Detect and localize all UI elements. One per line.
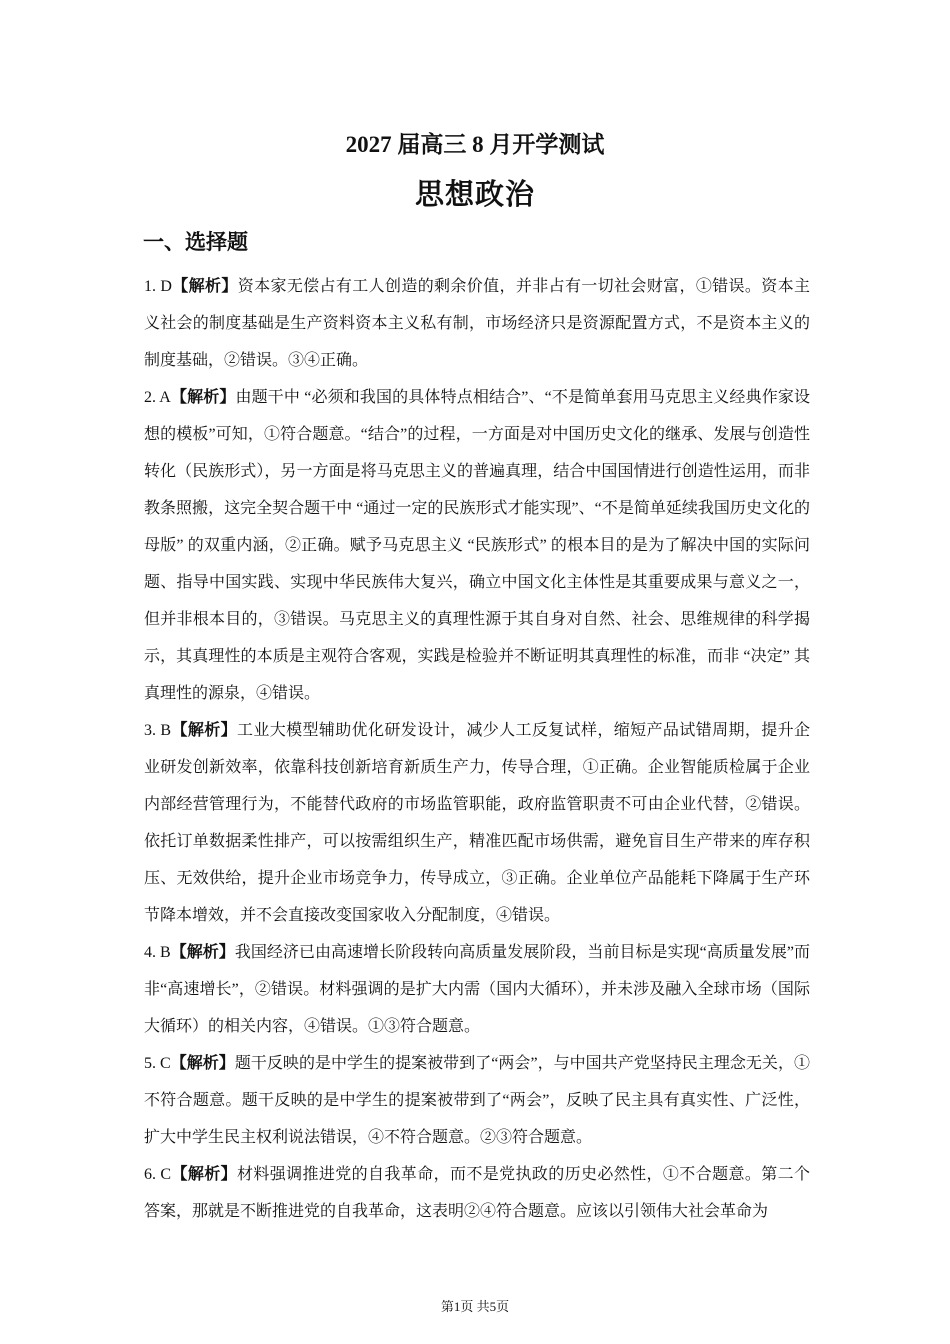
answer-number: 1. D (144, 278, 172, 295)
analysis-tag: 【解析】 (171, 278, 238, 295)
answer-list (144, 268, 810, 1230)
answer-text: 资本家无偿占有工人创造的剩余价值，并非占有一切社会财富，①错误。资本主义社会的制度基础是生产资料资本主义私有制，市场经济只是资源配置方式，不是资本主义的制度基础，②错误。③④正确。 (144, 278, 810, 369)
answer-text: 我国经济已由高速增长阶段转向高质量发展阶段，当前目标是实现“高质量发展”而非“高速增长”，②错误。材料强调的是扩大内需（国内大循环），并未涉及融入全球市场（国际大循环）的相关内容，④错误。①③符合题意。 (144, 944, 810, 1035)
answer-text: 工业大模型辅助优化研发设计，减少人工反复试样，缩短产品试错周期，提升企业研发创新效率，依靠科技创新培育新质生产力，传导合理，①正确。企业智能质检属于企业内部经营管理行为，不能替代政府的市场监管职能，政府监管职责不可由企业代替，②错误。依托订单数据柔性排产，可以按需组织生产，精准匹配市场供需，避免盲目生产带来的库存积压、无效供给，提升企业市场竞争力，传导成立，③正确。企业单位产品能耗下降属于生产环节降本增效，并不会直接改变国家收入分配制度，④错误。 (144, 722, 810, 924)
analysis-tag: 【解析】 (171, 722, 237, 739)
answer-number: 5. C (144, 1055, 171, 1072)
answer-item-1 (144, 268, 810, 379)
answer-text: 由题干中 “必须和我国的具体特点相结合”、“不是简单套用马克思主义经典作家设想的模板”可知，①符合题意。“结合”的过程，一方面是对中国历史文化的继承、发展与创造性转化（民族形式），另一方面是将马克思主义的普遍真理，结合中国国情进行创造性运用，而非教条照搬，这完全契合题干中 “通过一定的民族形式才能实现”、“不是简单延续我国历史文化的母版” 的双重内涵，②正确。赋予马克思主义 “民族形式” 的根本目的是为了解决中国的实际问题、指导中国实践、实现中华民族伟大复兴，确立中国文化主体性是其重要成果与意义之一，但并非根本目的，③错误。马克思主义的真理性源于其自身对自然、社会、思维规律的科学揭示，其真理性的本质是主观符合客观，实践是检验并不断证明其真理性的标准，而非 “决定” 其真理性的源泉，④错误。 (144, 389, 810, 702)
exam-title: 2027 届高三 8 月开学测试 (345, 132, 605, 157)
answer-text: 材料强调推进党的自我革命，而不是党执政的历史必然性，①不合题意。第二个答案，那就是不断推进党的自我革命，这表明②④符合题意。应该以引领伟大社会革命为 (144, 1166, 810, 1220)
answer-number: 2. A (144, 389, 171, 406)
analysis-tag: 【解析】 (170, 1055, 235, 1072)
page-number: 第1页 共5页 (440, 1299, 510, 1314)
answer-item-2 (144, 379, 810, 712)
answer-number: 3. B (144, 722, 172, 739)
answer-text: 题干反映的是中学生的提案被带到了“两会”，与中国共产党坚持民主理念无关，①不符合题意。题干反映的是中学生的提案被带到了“两会”，反映了民主具有真实性、广泛性，扩大中学生民主权利说法错误，④不符合题意。②③符合题意。 (144, 1055, 810, 1146)
analysis-tag: 【解析】 (170, 944, 235, 961)
analysis-tag: 【解析】 (170, 389, 236, 406)
answer-item-6 (144, 1156, 810, 1230)
answer-number: 4. B (144, 944, 171, 961)
answer-item-4 (144, 934, 810, 1045)
answer-item-3 (144, 712, 810, 934)
answer-number: 6. C (144, 1166, 172, 1183)
subject-title: 思想政治 (414, 179, 535, 211)
section-heading: 一、选择题 (143, 230, 248, 254)
analysis-tag: 【解析】 (171, 1166, 237, 1183)
answer-item-5 (144, 1045, 810, 1156)
